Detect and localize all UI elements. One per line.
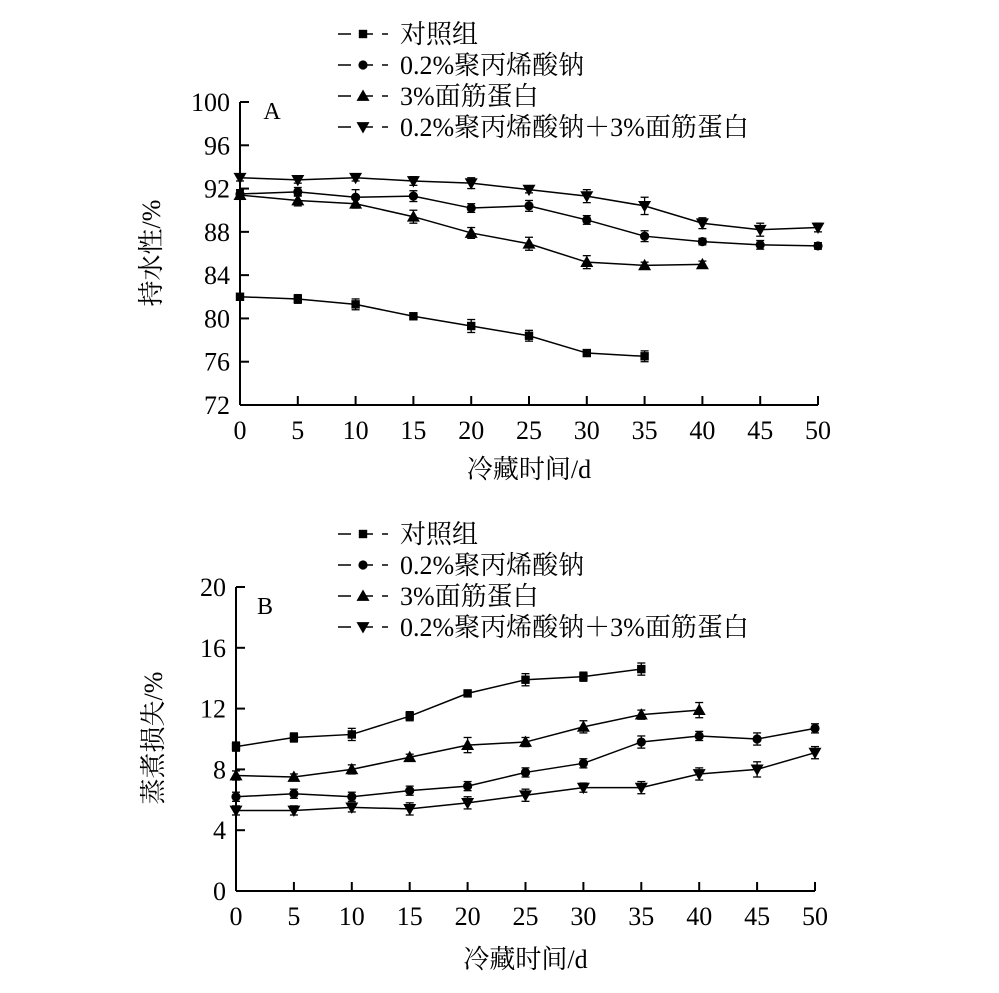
series-3 xyxy=(230,703,706,782)
series-1 xyxy=(232,663,646,751)
data-point xyxy=(756,240,765,249)
y-tick-label: 12 xyxy=(200,694,226,724)
series-line xyxy=(240,297,645,357)
x-tick-label: 35 xyxy=(628,902,655,931)
legend-marker xyxy=(357,90,370,101)
panel-label: B xyxy=(256,594,274,620)
x-tick-label: 15 xyxy=(396,902,423,931)
legend-marker xyxy=(357,590,370,601)
legend-label: 3%面筋蛋白 xyxy=(400,582,539,611)
data-point xyxy=(463,689,471,697)
x-tick-label: 0 xyxy=(233,416,247,445)
legend-item xyxy=(338,551,584,580)
legend-label: 0.2%聚丙烯酸钠 xyxy=(400,551,585,580)
data-point xyxy=(347,792,356,801)
panel-label: A xyxy=(263,99,281,125)
legend-label: 对照组 xyxy=(400,520,479,549)
legend-label: 对照组 xyxy=(400,20,479,49)
y-axis-label: 蒸煮损失/% xyxy=(139,671,168,805)
y-tick-label: 0 xyxy=(213,877,226,906)
x-tick-label: 35 xyxy=(631,416,658,445)
chart-b xyxy=(139,520,828,974)
data-point xyxy=(230,806,243,817)
data-point xyxy=(640,352,648,360)
x-tick-label: 5 xyxy=(291,416,305,445)
x-tick-label: 45 xyxy=(747,416,774,445)
legend-item xyxy=(338,520,478,549)
data-point xyxy=(231,792,240,801)
series-1 xyxy=(236,293,649,362)
x-tick-label: 10 xyxy=(342,416,369,445)
data-point xyxy=(810,724,819,733)
data-point xyxy=(232,742,240,750)
data-point xyxy=(289,789,298,798)
data-point xyxy=(695,731,704,740)
x-tick-label: 45 xyxy=(744,902,771,931)
y-tick-label: 80 xyxy=(204,304,230,334)
data-point xyxy=(287,806,300,817)
data-point xyxy=(635,783,648,794)
legend-label: 0.2%聚丙烯酸钠＋3%面筋蛋白 xyxy=(400,113,749,142)
x-tick-label: 30 xyxy=(570,902,597,931)
data-point xyxy=(467,203,476,212)
legend-marker xyxy=(357,622,370,633)
x-tick-label: 25 xyxy=(512,902,539,931)
data-point xyxy=(230,769,243,780)
y-tick-label: 20 xyxy=(200,573,226,602)
legend-label: 0.2%聚丙烯酸钠＋3%面筋蛋白 xyxy=(400,613,749,642)
data-point xyxy=(409,192,418,201)
x-axis-label: 冷藏时间/d xyxy=(463,945,588,974)
chart-a xyxy=(137,20,831,484)
x-tick-label: 25 xyxy=(516,416,542,445)
data-point xyxy=(463,782,472,791)
data-point xyxy=(525,332,533,340)
legend-marker xyxy=(359,30,367,38)
y-tick-label: 16 xyxy=(200,633,226,663)
y-tick-label: 8 xyxy=(213,755,226,785)
data-point xyxy=(579,672,587,680)
x-tick-label: 15 xyxy=(400,416,427,445)
x-axis-label: 冷藏时间/d xyxy=(466,455,592,484)
data-point xyxy=(521,676,529,684)
data-point xyxy=(640,232,649,241)
data-point xyxy=(351,300,359,308)
y-tick-label: 72 xyxy=(204,391,230,420)
data-point xyxy=(405,786,414,795)
x-tick-label: 0 xyxy=(229,902,243,931)
data-point xyxy=(582,215,591,224)
data-point xyxy=(524,201,533,210)
data-point xyxy=(236,293,244,301)
data-point xyxy=(348,730,356,738)
data-point xyxy=(579,759,588,768)
x-tick-label: 40 xyxy=(689,416,716,445)
data-point xyxy=(696,258,709,269)
x-tick-label: 50 xyxy=(802,902,828,931)
legend-label: 0.2%聚丙烯酸钠 xyxy=(400,51,585,80)
legend-item xyxy=(338,113,749,142)
legend-item xyxy=(338,20,478,49)
data-point xyxy=(291,175,304,186)
data-point xyxy=(813,241,822,250)
data-point xyxy=(698,237,707,246)
data-point xyxy=(753,734,762,743)
x-tick-label: 20 xyxy=(458,416,485,445)
legend-marker xyxy=(358,60,367,69)
y-tick-label: 96 xyxy=(204,131,230,161)
data-point xyxy=(637,665,645,673)
data-point xyxy=(409,312,417,320)
data-point xyxy=(521,768,530,777)
data-point xyxy=(290,733,298,741)
legend-item xyxy=(338,51,584,80)
y-tick-label: 76 xyxy=(204,347,230,377)
x-tick-label: 20 xyxy=(454,902,481,931)
legend xyxy=(338,20,749,142)
y-tick-label: 92 xyxy=(204,174,230,204)
series-4 xyxy=(230,747,822,817)
x-tick-label: 30 xyxy=(573,416,600,445)
y-tick-label: 100 xyxy=(191,88,230,117)
x-tick-label: 5 xyxy=(287,902,301,931)
legend-item xyxy=(338,582,539,611)
data-point xyxy=(637,737,646,746)
data-point xyxy=(294,295,302,303)
y-tick-label: 88 xyxy=(204,217,230,247)
legend-marker xyxy=(357,122,370,133)
legend-item xyxy=(338,613,749,642)
legend xyxy=(338,520,749,642)
legend-item xyxy=(338,82,539,111)
x-tick-label: 40 xyxy=(686,902,713,931)
data-point xyxy=(406,712,414,720)
x-tick-label: 10 xyxy=(338,902,365,931)
y-tick-label: 4 xyxy=(213,816,226,846)
series-3 xyxy=(234,189,709,271)
data-point xyxy=(583,349,591,357)
legend-label: 3%面筋蛋白 xyxy=(400,82,539,111)
legend-marker xyxy=(358,560,367,569)
y-tick-label: 84 xyxy=(204,261,230,291)
data-point xyxy=(403,804,416,815)
x-tick-label: 50 xyxy=(805,416,831,445)
data-point xyxy=(754,225,767,236)
data-point xyxy=(693,704,706,715)
y-axis-label: 持水性/% xyxy=(137,199,166,307)
data-point xyxy=(467,322,475,330)
legend-marker xyxy=(359,530,367,538)
